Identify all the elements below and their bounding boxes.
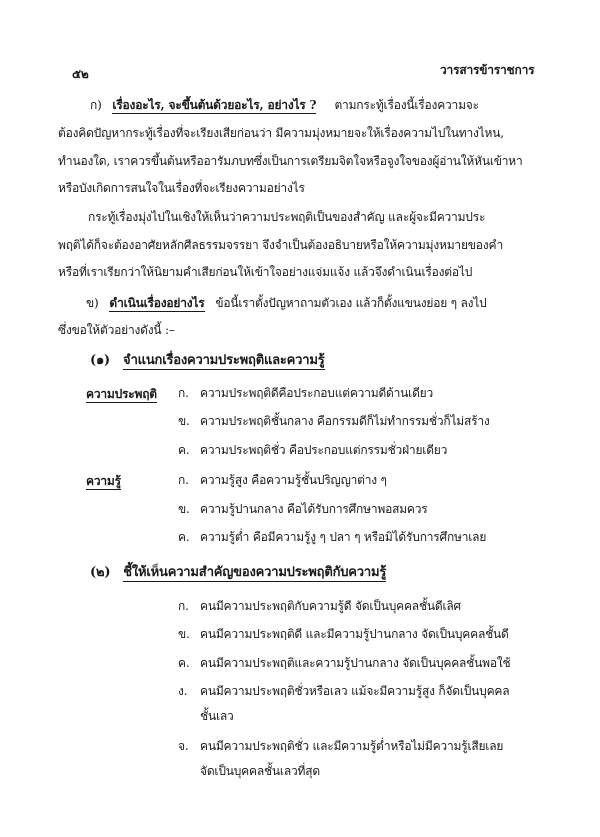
importance-item-4-cont: ชั้นเลว [200, 709, 234, 723]
para2-line-3: หรือที่เราเรียกว่าให้นิยามคำเสียก่อนให้เข้าใจอย่างแจ่มแจ้ง แล้วจึงดำเนินเรื่องต่อไป [58, 265, 473, 279]
intro-line-3: ทำนองใด, เราควรขึ้นต้นหรืออารัมภบทซึ่งเป็นการเตรียมจิตใจหรือจูงใจของผู้อ่านให้หันเข้าหา [58, 154, 523, 168]
intro-line-1 [90, 97, 479, 113]
para3-line-1-rest: ข้อนี้เราตั้งปัญหาถามตัวเอง แล้วก็ตั้งแขนงย่อย ๆ ลงไป [215, 296, 487, 310]
importance-item-2: ข. คนมีความประพฤติดี และมีความรู้ปานกลาง จัดเป็นบุคคลชั้นดี [178, 627, 509, 641]
para3-heading: ดำเนินเรื่องอย่างไร [109, 296, 205, 310]
section2-number: (๒) [90, 565, 111, 580]
intro-line-2: ต้องคิดปัญหากระทู้เรื่องที่จะเรียงเสียก่อนว่า มีความมุ่งหมายจะให้เรื่องความไปในทางไหน, [58, 126, 504, 140]
knowledge-item-3: ค. ความรู้ต่ำ คือมีความรู้งู ๆ ปลา ๆ หรือมิได้รับการศึกษาเลย [178, 530, 487, 544]
para2-line-2: พฤติได้ก็จะต้องอาศัยหลักศีลธรรมจรรยา จึงจำเป็นต้องอธิบายหรือให้ความมุ่งหมายของคำ [58, 238, 504, 252]
section1-number: (๑) [90, 353, 110, 368]
section1-heading [90, 353, 325, 369]
section2-heading [90, 565, 386, 581]
knowledge-item-2: ข. ความรู้ปานกลาง คือได้รับการศึกษาพอสมควร [178, 502, 428, 516]
importance-item-4: ง. คนมีความประพฤติชั่วหรือเลว แม้จะมีความรู้สูง ก็จัดเป็นบุคคล [178, 684, 510, 698]
page-number: ๕๒ [72, 67, 89, 81]
intro-heading: เรื่องอะไร, จะขึ้นต้นด้วยอะไร, อย่างไร ? [112, 98, 317, 112]
intro-line-4: หรือบังเกิดการสนใจในเรื่องที่จะเรียงความอย่างไร [58, 181, 305, 195]
conduct-item-1: ก. ความประพฤติดีคือประกอบแต่ความดีด้านเดียว [178, 386, 434, 400]
conduct-item-3: ค. ความประพฤติชั่ว คือประกอบแต่กรรมชั่วฝ่ายเดียว [178, 443, 448, 457]
importance-item-5-cont: จัดเป็นบุคคลชั้นเลวที่สุด [200, 764, 320, 778]
knowledge-label: ความรู้ [86, 474, 121, 488]
knowledge-item-1: ก. ความรู้สูง คือความรู้ชั้นปริญญาต่าง ๆ [178, 473, 387, 487]
para3-marker: ข) [86, 296, 99, 310]
para2-line-1: กระทู้เรื่องมุ่งไปในเชิงให้เห็นว่าความประพฤติเป็นของสำคัญ และผู้จะมีความประ [88, 210, 486, 224]
importance-item-1: ก. คนมีความประพฤติกับความรู้ดี จัดเป็นบุคคลชั้นดีเลิศ [178, 599, 461, 613]
para3-line-1 [86, 295, 487, 311]
section2-title: ชี้ให้เห็นความสำคัญของความประพฤติกับความรู้ [123, 565, 387, 580]
para3-line-2: ซึ่งขอให้ตัวอย่างดังนี้ :– [58, 323, 175, 337]
conduct-label: ความประพฤติ [86, 387, 157, 401]
intro-marker: ก) [90, 98, 102, 112]
importance-item-3: ค. คนมีความประพฤติและความรู้ปานกลาง จัดเป็นบุคคลชั้นพอใช้ [178, 656, 511, 670]
conduct-item-2: ข. ความประพฤติชั้นกลาง คือกรรมดีก็ไม่ทำกรรมชั่วก็ไม่สร้าง [178, 414, 490, 428]
journal-title: วารสารข้าราชการ [440, 63, 535, 77]
section1-title: จำแนกเรื่องความประพฤติและความรู้ [122, 353, 325, 368]
intro-line-1-rest: ตามกระทู้เรื่องนี้เรื่องความจะ [334, 98, 479, 112]
importance-item-5: จ. คนมีความประพฤติชั่ว และมีความรู้ต่ำหรือไม่มีความรู้เสียเลย [178, 739, 504, 753]
